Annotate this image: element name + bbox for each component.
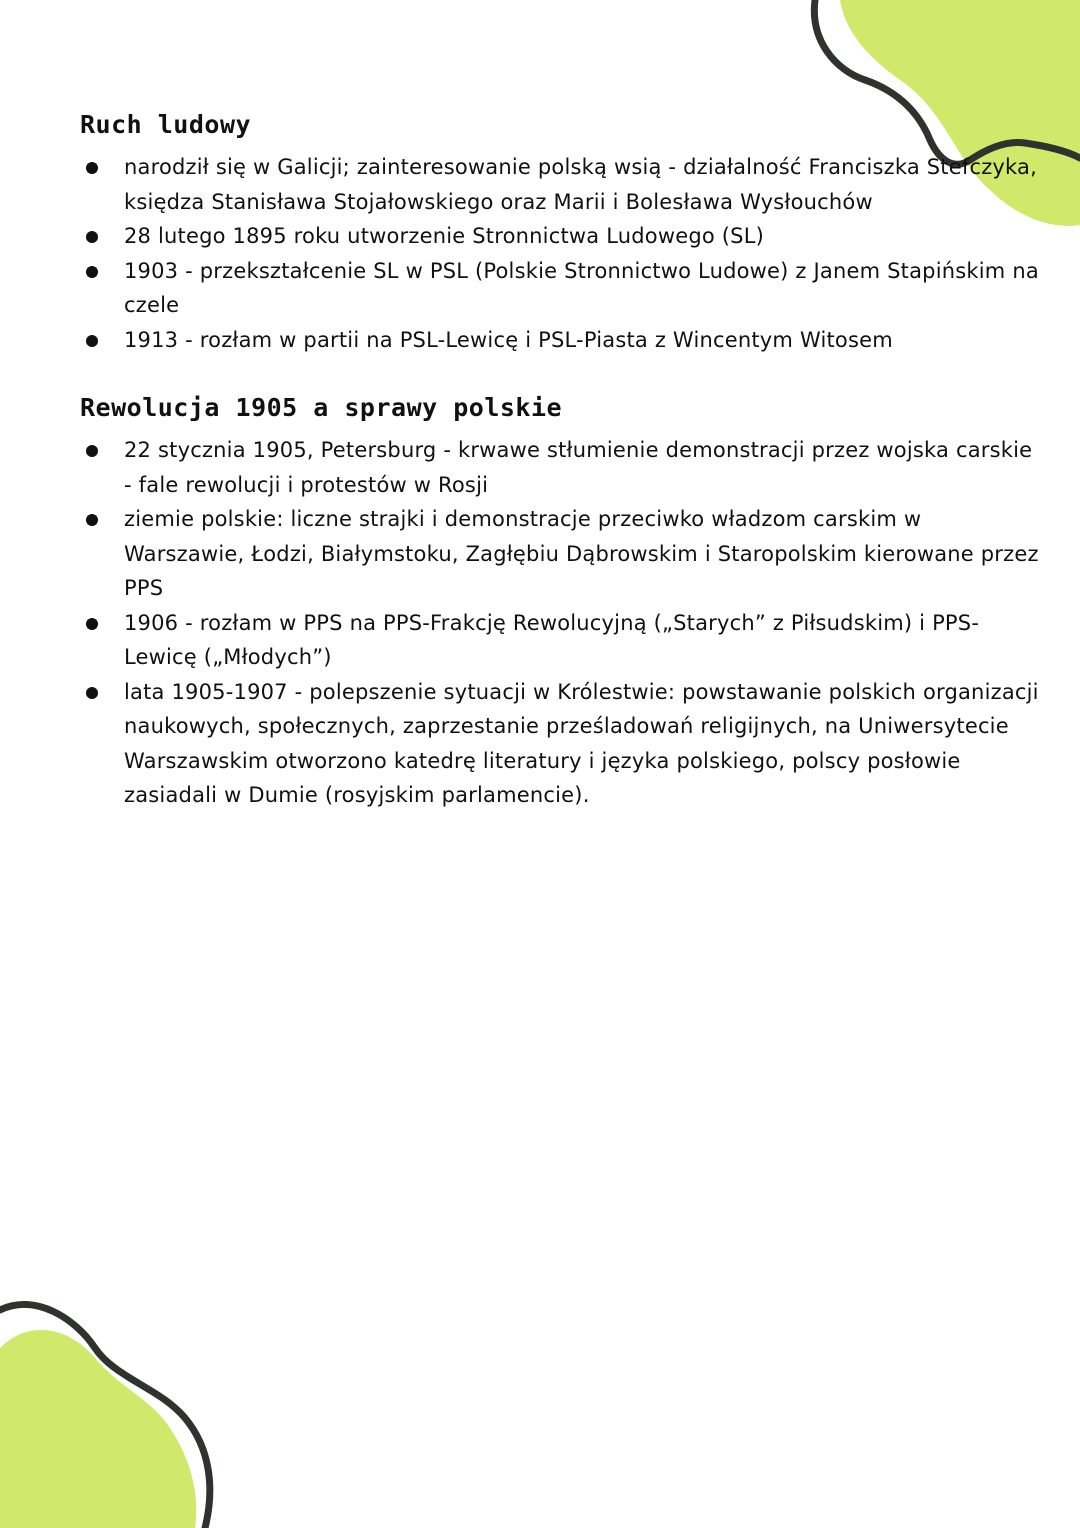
section-heading: Rewolucja 1905 a sprawy polskie: [80, 393, 563, 422]
notes-content: [80, 108, 1040, 847]
list-item: [80, 502, 1040, 606]
bullet-dot-icon: [86, 618, 98, 630]
list-item-text: 1913 - rozłam w partii na PSL-Lewicę i PSL-Piasta z Wincentym Witosem: [124, 327, 893, 352]
section-heading: Ruch ludowy: [80, 110, 252, 139]
list-item-text: 1903 - przekształcenie SL w PSL (Polskie Stronnictwo Ludowe) z Janem Stapińskim na czele: [124, 258, 1039, 317]
bullet-dot-icon: [86, 514, 98, 526]
list-item-text: lata 1905-1907 - polepszenie sytuacji w Królestwie: powstawanie polskich organizacji naukowych, społecznych, zaprzestanie prześladowań religijnych, na Uniwersytecie Warszawskim otworzono katedrę literatury i języka polskiego, polscy posłowie zasiadali w Dumie (rosyjskim parlamencie).: [124, 679, 1039, 807]
section-ruch-ludowy: [80, 108, 1040, 357]
list-item: [80, 254, 1040, 323]
bullet-dot-icon: [86, 231, 98, 243]
list-item-text: ziemie polskie: liczne strajki i demonstracje przeciwko władzom carskim w Warszawie, Łodzi, Białymstoku, Zagłębiu Dąbrowskim i Staropolskim kierowane przez PPS: [124, 507, 1039, 600]
bullet-dot-icon: [86, 266, 98, 278]
bullet-dot-icon: [86, 162, 98, 174]
list-item: [80, 150, 1040, 219]
list-item-text: narodził się w Galicji; zainteresowanie polską wsią - działalność Franciszka Stefczyka, księdza Stanisława Stojałowskiego oraz Marii i Bolesława Wysłouchów: [124, 155, 1037, 214]
bullet-dot-icon: [86, 335, 98, 347]
section-rewolucja-1905: [80, 391, 1040, 813]
list-item: [80, 433, 1040, 502]
bullet-dot-icon: [86, 445, 98, 457]
bullet-dot-icon: [86, 687, 98, 699]
list-item-text: 28 lutego 1895 roku utworzenie Stronnictwa Ludowego (SL): [124, 224, 764, 248]
list-item-text: 1906 - rozłam w PPS na PPS-Frakcję Rewolucyjną („Starych” z Piłsudskim) i PPS-Lewicę („Młodych”): [124, 610, 980, 669]
list-item: [80, 323, 1040, 358]
list-item: [80, 606, 1040, 675]
list-item: [80, 675, 1040, 813]
bullet-list: [80, 150, 1040, 357]
bullet-list: [80, 433, 1040, 813]
list-item-text: 22 stycznia 1905, Petersburg - krwawe stłumienie demonstracji przez wojska carskie - fale rewolucji i protestów w Rosji: [124, 438, 1033, 497]
decorative-blob-bottom-left: [0, 1288, 240, 1528]
list-item: [80, 219, 1040, 254]
